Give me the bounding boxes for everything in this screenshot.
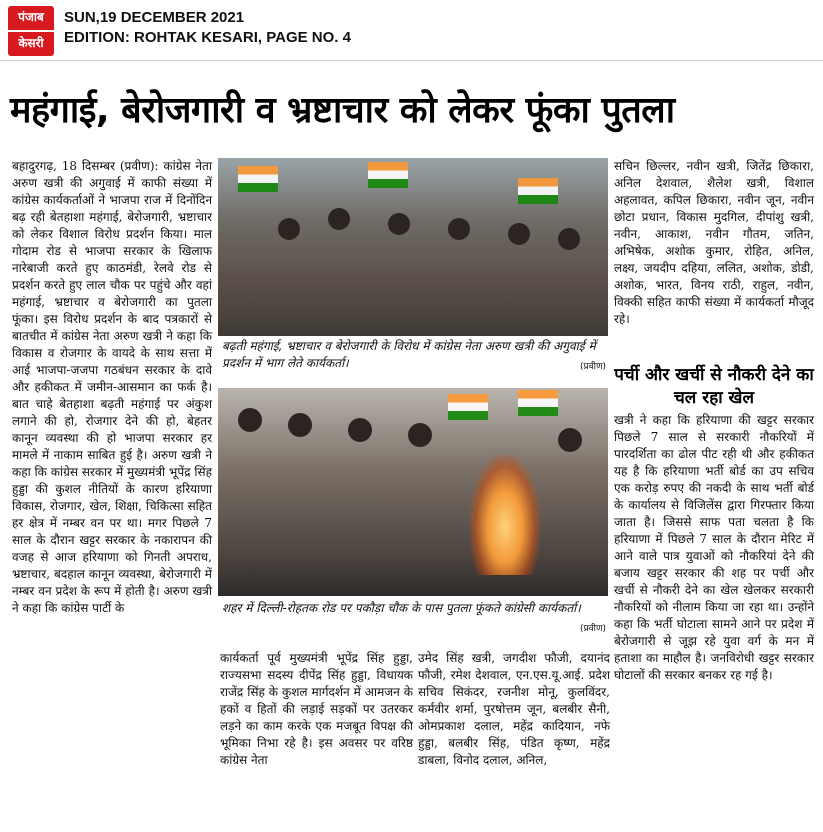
protest-photo	[218, 158, 608, 336]
effigy-burning-photo	[218, 388, 608, 596]
logo-line-2: केसरी	[18, 36, 44, 50]
effigy-fire	[470, 455, 540, 575]
caption-2-text: शहर में दिल्ली-रोहतक रोड पर पकौड़ा चौक के पास पुतला फूंकते कांग्रेसी कार्यकर्ता।	[222, 601, 581, 615]
article-column-3: उमेद सिंह खत्री, जगदीश फौजी, दयानंद फौजी, रमेश देशवाल, एन.एस.यू.आई. प्रदेश सचिव सिकंदर, रजनीश मोनू, कुलविंदर, कर्मवीर शर्मा, पुरषोत्तम जून, बलबीर सैनी, ओमप्रकाश दलाल, महेंद्र कादियान, नफे हुड्डा, बलबीर सिंह, पंडित कृष्ण, महेंद्र डाबला, विनोद दलाल, अनिल,	[418, 651, 610, 767]
caption-1-credit: (प्रवीण)	[580, 362, 606, 372]
masthead-bar	[0, 0, 823, 62]
edition-meta	[64, 8, 351, 48]
article-headline: महंगाई, बेरोजगारी व भ्रष्टाचार को लेकर फूंका पुतला	[10, 90, 675, 131]
photo-caption-2	[222, 600, 606, 638]
logo-line-1: पंजाब	[8, 6, 54, 32]
divider	[0, 60, 823, 61]
caption-1-text: बढ़ती महंगाई, भ्रष्टाचार व बेरोजगारी के विरोध में कांग्रेस नेता अरुण खत्री की अगुवाई में प्रदर्शन में भाग लेते कार्यकर्ता।	[222, 339, 596, 370]
edition-date: SUN,19 DECEMBER 2021	[64, 9, 245, 26]
article-column-1: बहादुरगढ़, 18 दिसम्बर (प्रवीण): कांग्रेस नेता अरुण खत्री की अगुवाई में काफी संख्या में कांग्रेस कार्यकर्ताओं ने भाजपा राज में दिनोंदिन बढ़ रही बेतहाशा महंगाई, बेरोजगारी, भ्रष्टाचार को लेकर विशाल विरोध प्रदर्शन किया। माल गोदाम रोड से भाजपा सरकार के खिलाफ नारेबाजी करते हुए काठमंडी, रेलवे रोड से प्रदर्शन करते हुए लाल चौक पर पहुंचे और वहां महंगाई, भ्रष्टाचार व बेरोजगारी का पुतला फूंका। इस विरोध प्रदर्शन के बाद पत्रकारों से बातचीत में कांग्रेस नेता अरुण खत्री ने कहा कि विकास व रोजगार के वायदे के साथ सत्ता में आई भाजपा-जजपा गठबंधन सरकार के दावे और हकीकत में जमीन-आसमान का फर्क है। बात चाहे बेतहाशा बढ़ती महंगाई पर अंकुश लगाने की हो, रोजगार देने की हो, बेहतर कानून व्यवस्था की हो भाजपा सरकार हर मामले में नाकाम साबित हुई है। अरुण खत्री ने कहा कि कांग्रेस सरकार में मुख्यमंत्री भूपेंद्र सिंह हुड्डा की कुशल नीतियों के कारण हरियाणा विकास, रोजगार, खेल, शिक्षा, चिकित्सा सहित हर क्षेत्र में नम्बर वन पर था। मगर पिछले 7 साल के दौरान खट्टर सरकार के नकारापन की वजह से आज हरियाणा को गिनती अपराध, भ्रष्टाचार, बदहाल कानून व्यवस्था, बेरोजगारी में नम्बर वन प्रदेश के रूप में होती है। अरुण खत्री ने कहा कि कांग्रेस पार्टी के	[12, 159, 212, 615]
caption-2-credit: (प्रवीण)	[580, 624, 606, 634]
edition-info: EDITION: ROHTAK KESARI, PAGE NO. 4	[64, 29, 351, 46]
article-column-4: सचिन छिल्लर, नवीन खत्री, जितेंद्र छिकारा, अनिल देशवाल, शैलेश खत्री, विशाल अहलावत, कपिल छिकारा, नवीन जून, नवीन छोटा प्रधान, विकास मुदगिल, दीपांशु खत्री, नवीन, आकाश, नवीन गौतम, जतिन, अभिषेक, अशोक कुमार, रोहित, अनिल, लक्ष्य, जयदीप दहिया, ललित, अशोक, डोडी, अशोक, भारत, विनय राठी, राहुल, नवीन, विक्की सहित काफी संख्या में कार्यकर्ता मौजूद रहे।	[614, 159, 814, 326]
article-column-2: कार्यकर्ता पूर्व मुख्यमंत्री भूपेंद्र सिंह हुड्डा, राज्यसभा सदस्य दीपेंद्र सिंह हुड्डा, विधायक राजेंद्र सिंह के कुशल मार्गदर्शन में आमजन के हकों व हितों की लड़ाई सड़कों पर उतरकर लड़ने का काम करके एक मजबूत विपक्ष की भूमिका निभा रहे है। इस अवसर पर वरिष्ठ कांग्रेस नेता	[220, 651, 413, 767]
article-column-4-continued: खत्री ने कहा कि हरियाणा की खट्टर सरकार पिछले 7 साल से सरकारी नौकरियों में पारदर्शिता का ढोल पीट रही थी और हकीकत यह है कि हरियाणा भर्ती बोर्ड का उप सचिव एक करोड़ रुपए की नकदी के साथ भर्ती बोर्ड के कार्यालय से विजिलेंस द्वारा गिरफ्तार किया जाता है। जिससे साफ पता चलता है कि हरियाणा में पिछले 7 साल के दौरान मेरिट में आने वाले पात्र युवाओं को नौकरियां देने की बजाय खट्टर सरकार की शह पर पर्ची और खर्ची से नौकरी देने का खेल खेलकर सरकारी नौकरियों को नीलाम किया जा रहा था। उन्होंने कहा कि भर्ती घोटाला सामने आने पर प्रदेश में बेरोजगारी से जूझ रहे युवा वर्ग के मन में हताशा का माहौल है। जनविरोधी खट्टर सरकार घोटालों की सरकार बनकर रह गई है।	[614, 413, 814, 682]
newspaper-logo	[8, 6, 54, 56]
article-subheading: पर्ची और खर्ची से नौकरी देने का चल रहा खेल	[614, 365, 814, 408]
photo-caption-1	[222, 338, 606, 376]
